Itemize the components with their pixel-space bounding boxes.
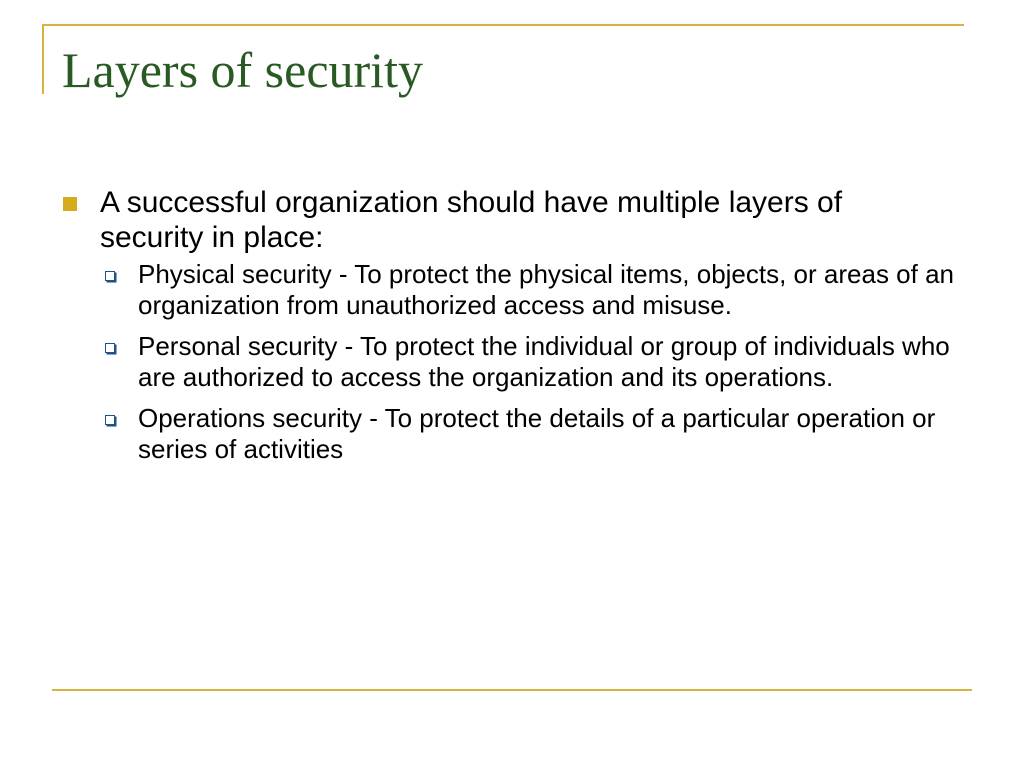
main-bullet-text: A successful organization should have multiple layers of security in place: (100, 186, 843, 254)
bottom-accent-rule (52, 689, 972, 691)
sub-bullet-personal-security (62, 331, 958, 393)
hollow-square-bullet-icon (105, 271, 115, 281)
hollow-square-bullet-icon (105, 415, 115, 425)
hollow-square-bullet-icon (105, 343, 115, 353)
left-accent-rule (42, 24, 44, 94)
sub-bullet-operations-security (62, 403, 958, 465)
slide-body (62, 185, 972, 475)
main-bullet (62, 185, 900, 255)
slide-title: Layers of security (62, 42, 423, 98)
sub-bullet-text: Operations security - To protect the details of a particular operation or series of activities (138, 403, 936, 464)
sub-bullet-physical-security (62, 259, 958, 321)
top-accent-rule (42, 24, 964, 26)
sub-bullet-text: Personal security - To protect the individual or group of individuals who are authorized to access the organization and its operations. (138, 331, 950, 392)
sub-bullet-text: Physical security - To protect the physical items, objects, or areas of an organization from unauthorized access and misuse. (138, 259, 954, 320)
filled-square-bullet-icon (63, 197, 77, 211)
sub-bullet-list (62, 259, 972, 465)
